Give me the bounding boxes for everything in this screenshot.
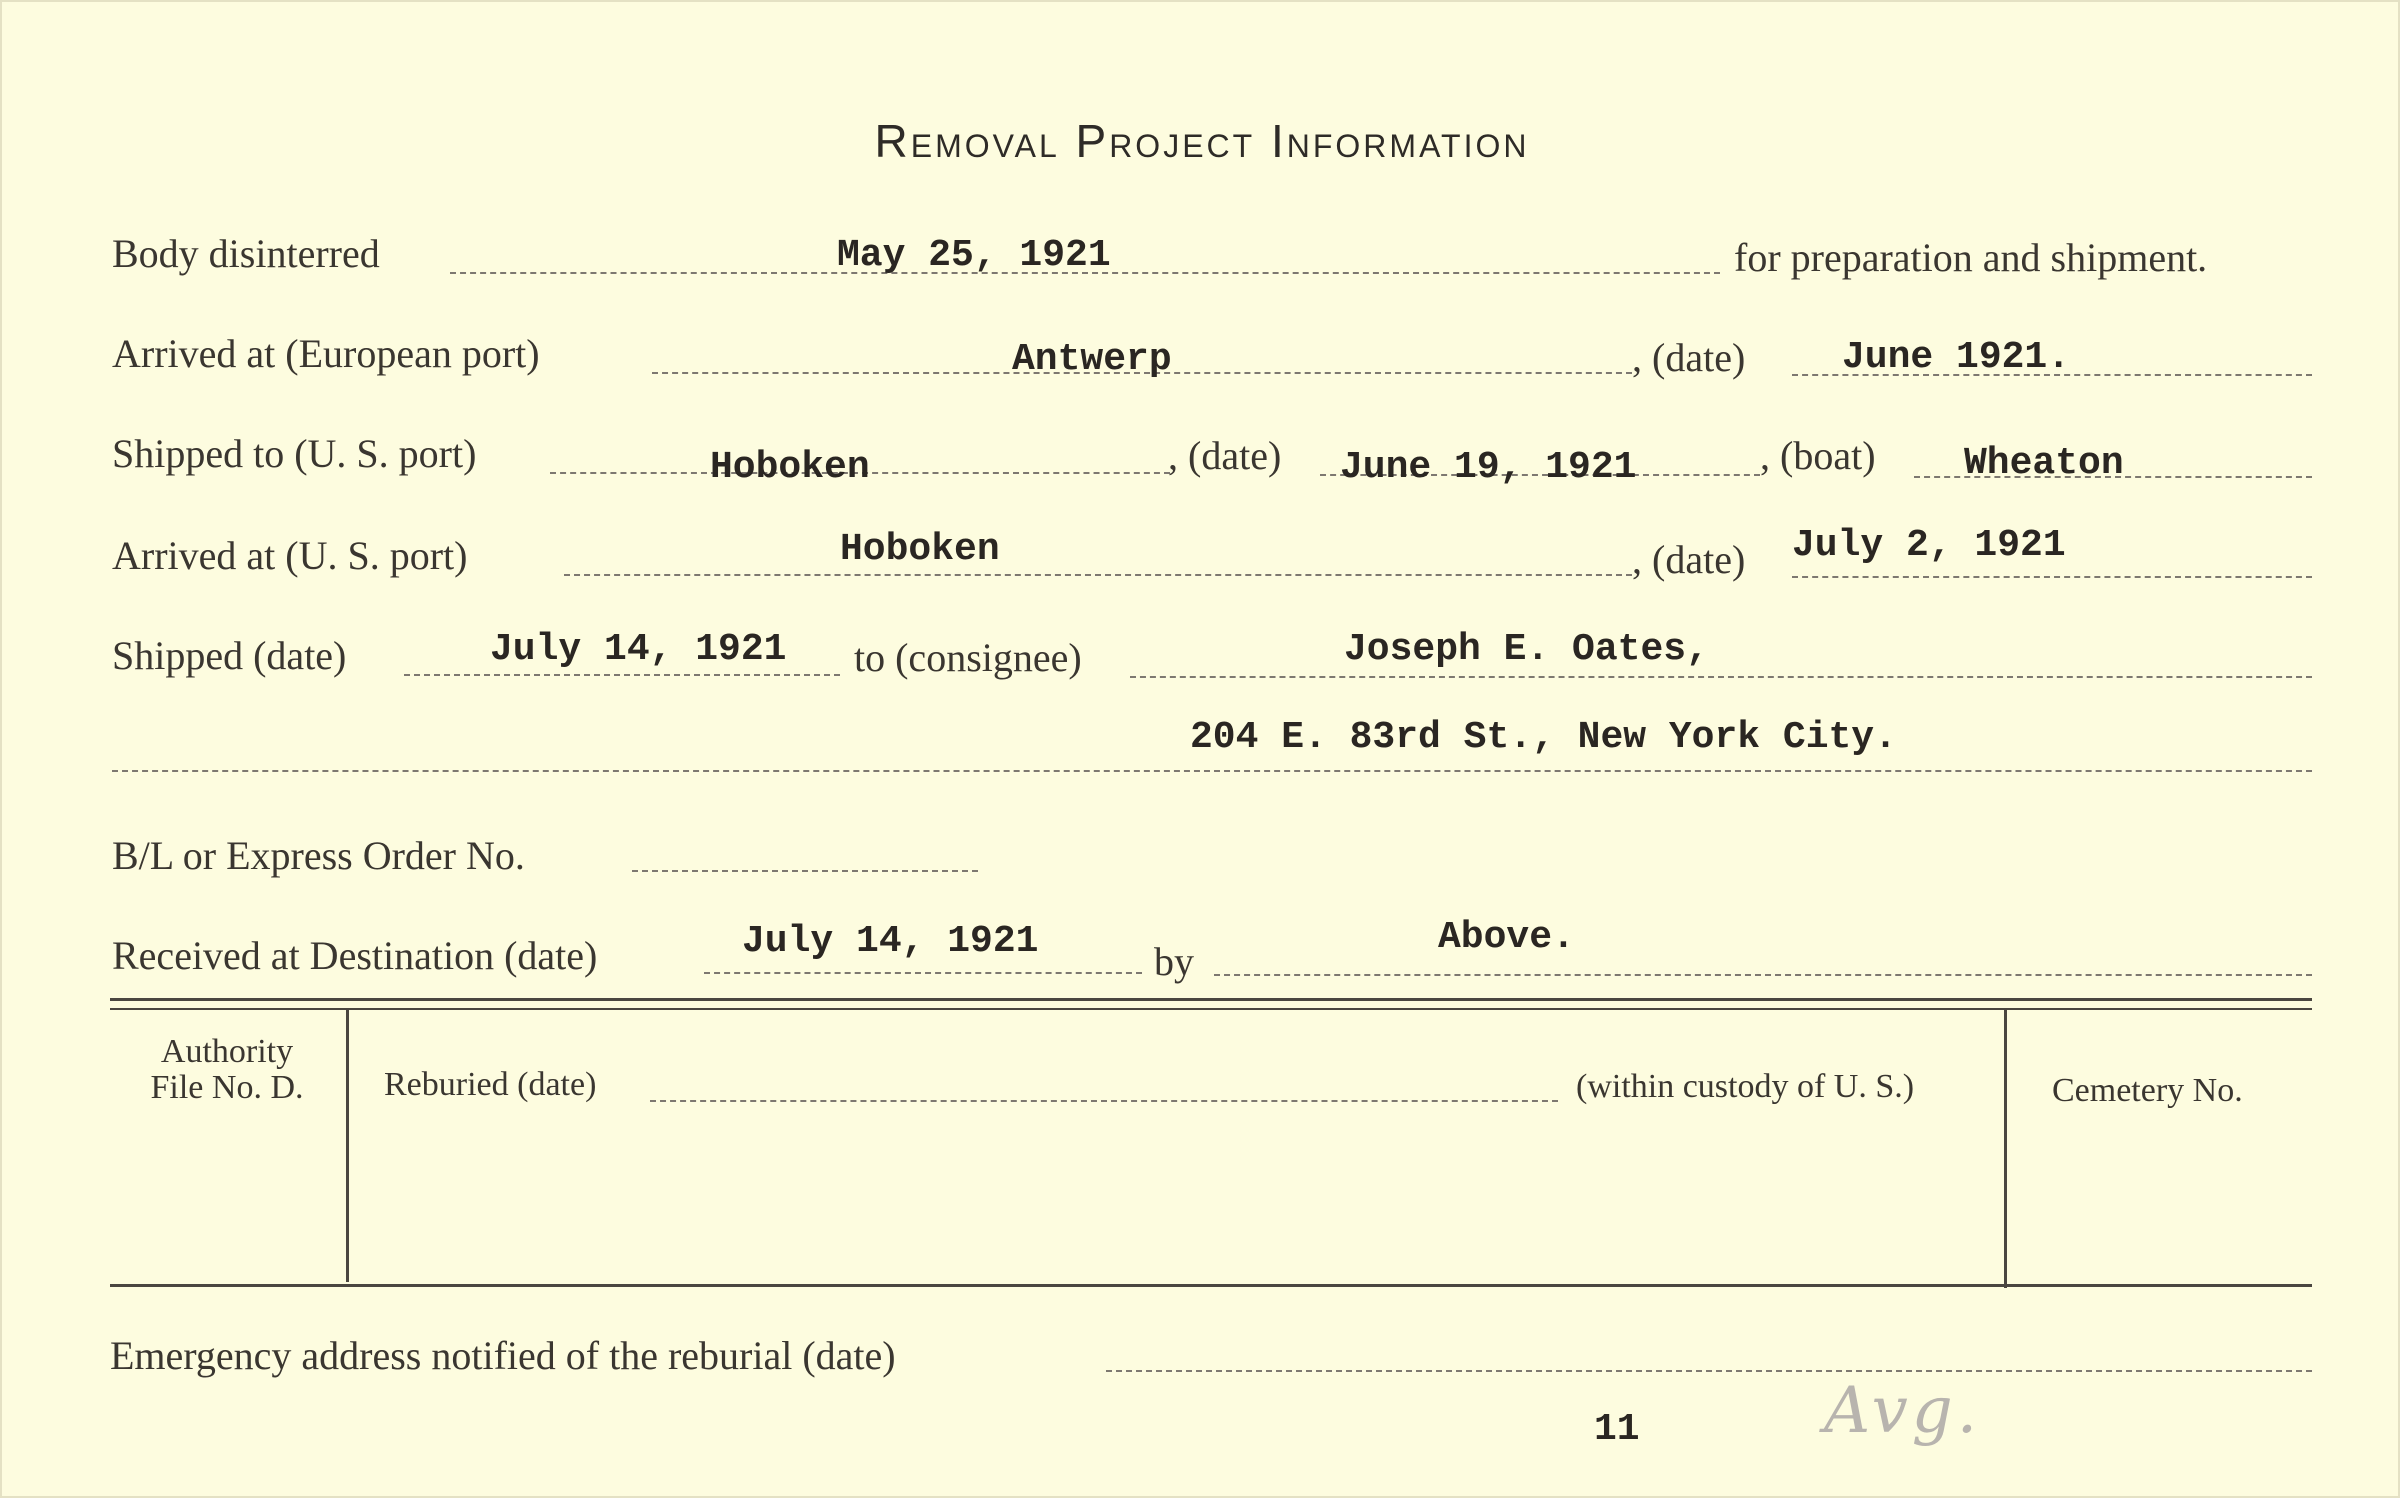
european-port-label: Arrived at (European port) xyxy=(112,331,540,376)
arrived-us-label: Arrived at (U. S. port) xyxy=(112,533,468,578)
received-line xyxy=(704,972,1142,974)
emergency-label: Emergency address notified of the reburial (date) xyxy=(110,1333,896,1378)
shipped-us-label: Shipped to (U. S. port) xyxy=(112,431,477,476)
arrived-us-date-value: July 2, 1921 xyxy=(1792,524,2066,567)
disinterred-label: Body disinterred xyxy=(112,231,380,276)
shipped-us-date-value: June 19, 1921 xyxy=(1340,446,1637,489)
received-by-line xyxy=(1214,974,2312,976)
arrived-us-date-line xyxy=(1792,576,2312,578)
consignee-value: Joseph E. Oates, xyxy=(1344,628,1709,671)
consignee-line xyxy=(1130,676,2312,678)
shipped-date-value: July 14, 1921 xyxy=(490,628,787,671)
custody-label: (within custody of U. S.) xyxy=(1576,1068,1915,1105)
consignee-label: to (consignee) xyxy=(854,635,1082,680)
shipped-us-value: Hoboken xyxy=(710,446,870,489)
european-port-value: Antwerp xyxy=(1012,338,1172,381)
address-line xyxy=(112,770,2312,772)
consignee-address: 204 E. 83rd St., New York City. xyxy=(1190,716,1897,759)
european-date-value: June 1921. xyxy=(1842,336,2071,379)
table-divider-right xyxy=(2004,1010,2007,1288)
reburied-line xyxy=(650,1100,1558,1102)
pencil-note: Avg. xyxy=(1824,1374,1982,1448)
authority-line1: Authority xyxy=(160,1033,294,1070)
shipped-date-line xyxy=(404,674,840,676)
table-top-rule xyxy=(110,998,2312,1001)
shipped-date-label: Shipped (date) xyxy=(112,633,347,678)
received-by-label: by xyxy=(1154,939,1194,984)
boat-value: Wheaton xyxy=(1964,442,2124,485)
card-number: 11 xyxy=(1594,1408,1640,1451)
arrived-us-line xyxy=(564,574,1632,576)
authority-line2: File No. D. xyxy=(150,1068,304,1106)
reburied-label: Reburied (date) xyxy=(384,1066,597,1103)
received-by-value: Above. xyxy=(1438,916,1575,959)
table-top-rule-inner xyxy=(110,1008,2312,1010)
disinterred-suffix: for preparation and shipment. xyxy=(1734,235,2208,280)
bl-label: B/L or Express Order No. xyxy=(112,833,525,878)
emergency-line xyxy=(1106,1370,2312,1372)
arrived-us-value: Hoboken xyxy=(840,528,1000,571)
cemetery-label: Cemetery No. xyxy=(2052,1072,2243,1109)
received-label: Received at Destination (date) xyxy=(112,933,598,978)
arrived-us-date-label: , (date) xyxy=(1632,537,1746,582)
form-title: Removal Project Information xyxy=(874,115,1530,167)
boat-label: , (boat) xyxy=(1760,433,1876,478)
disinterred-value: May 25, 1921 xyxy=(837,234,1111,277)
shipped-us-date-label: , (date) xyxy=(1168,433,1282,478)
european-date-label: , (date) xyxy=(1632,335,1746,380)
bl-line xyxy=(632,870,978,872)
authority-cell xyxy=(112,1034,342,1105)
table-divider-left xyxy=(346,1010,349,1282)
received-value: July 14, 1921 xyxy=(742,920,1039,963)
table-bottom-rule xyxy=(110,1284,2312,1287)
